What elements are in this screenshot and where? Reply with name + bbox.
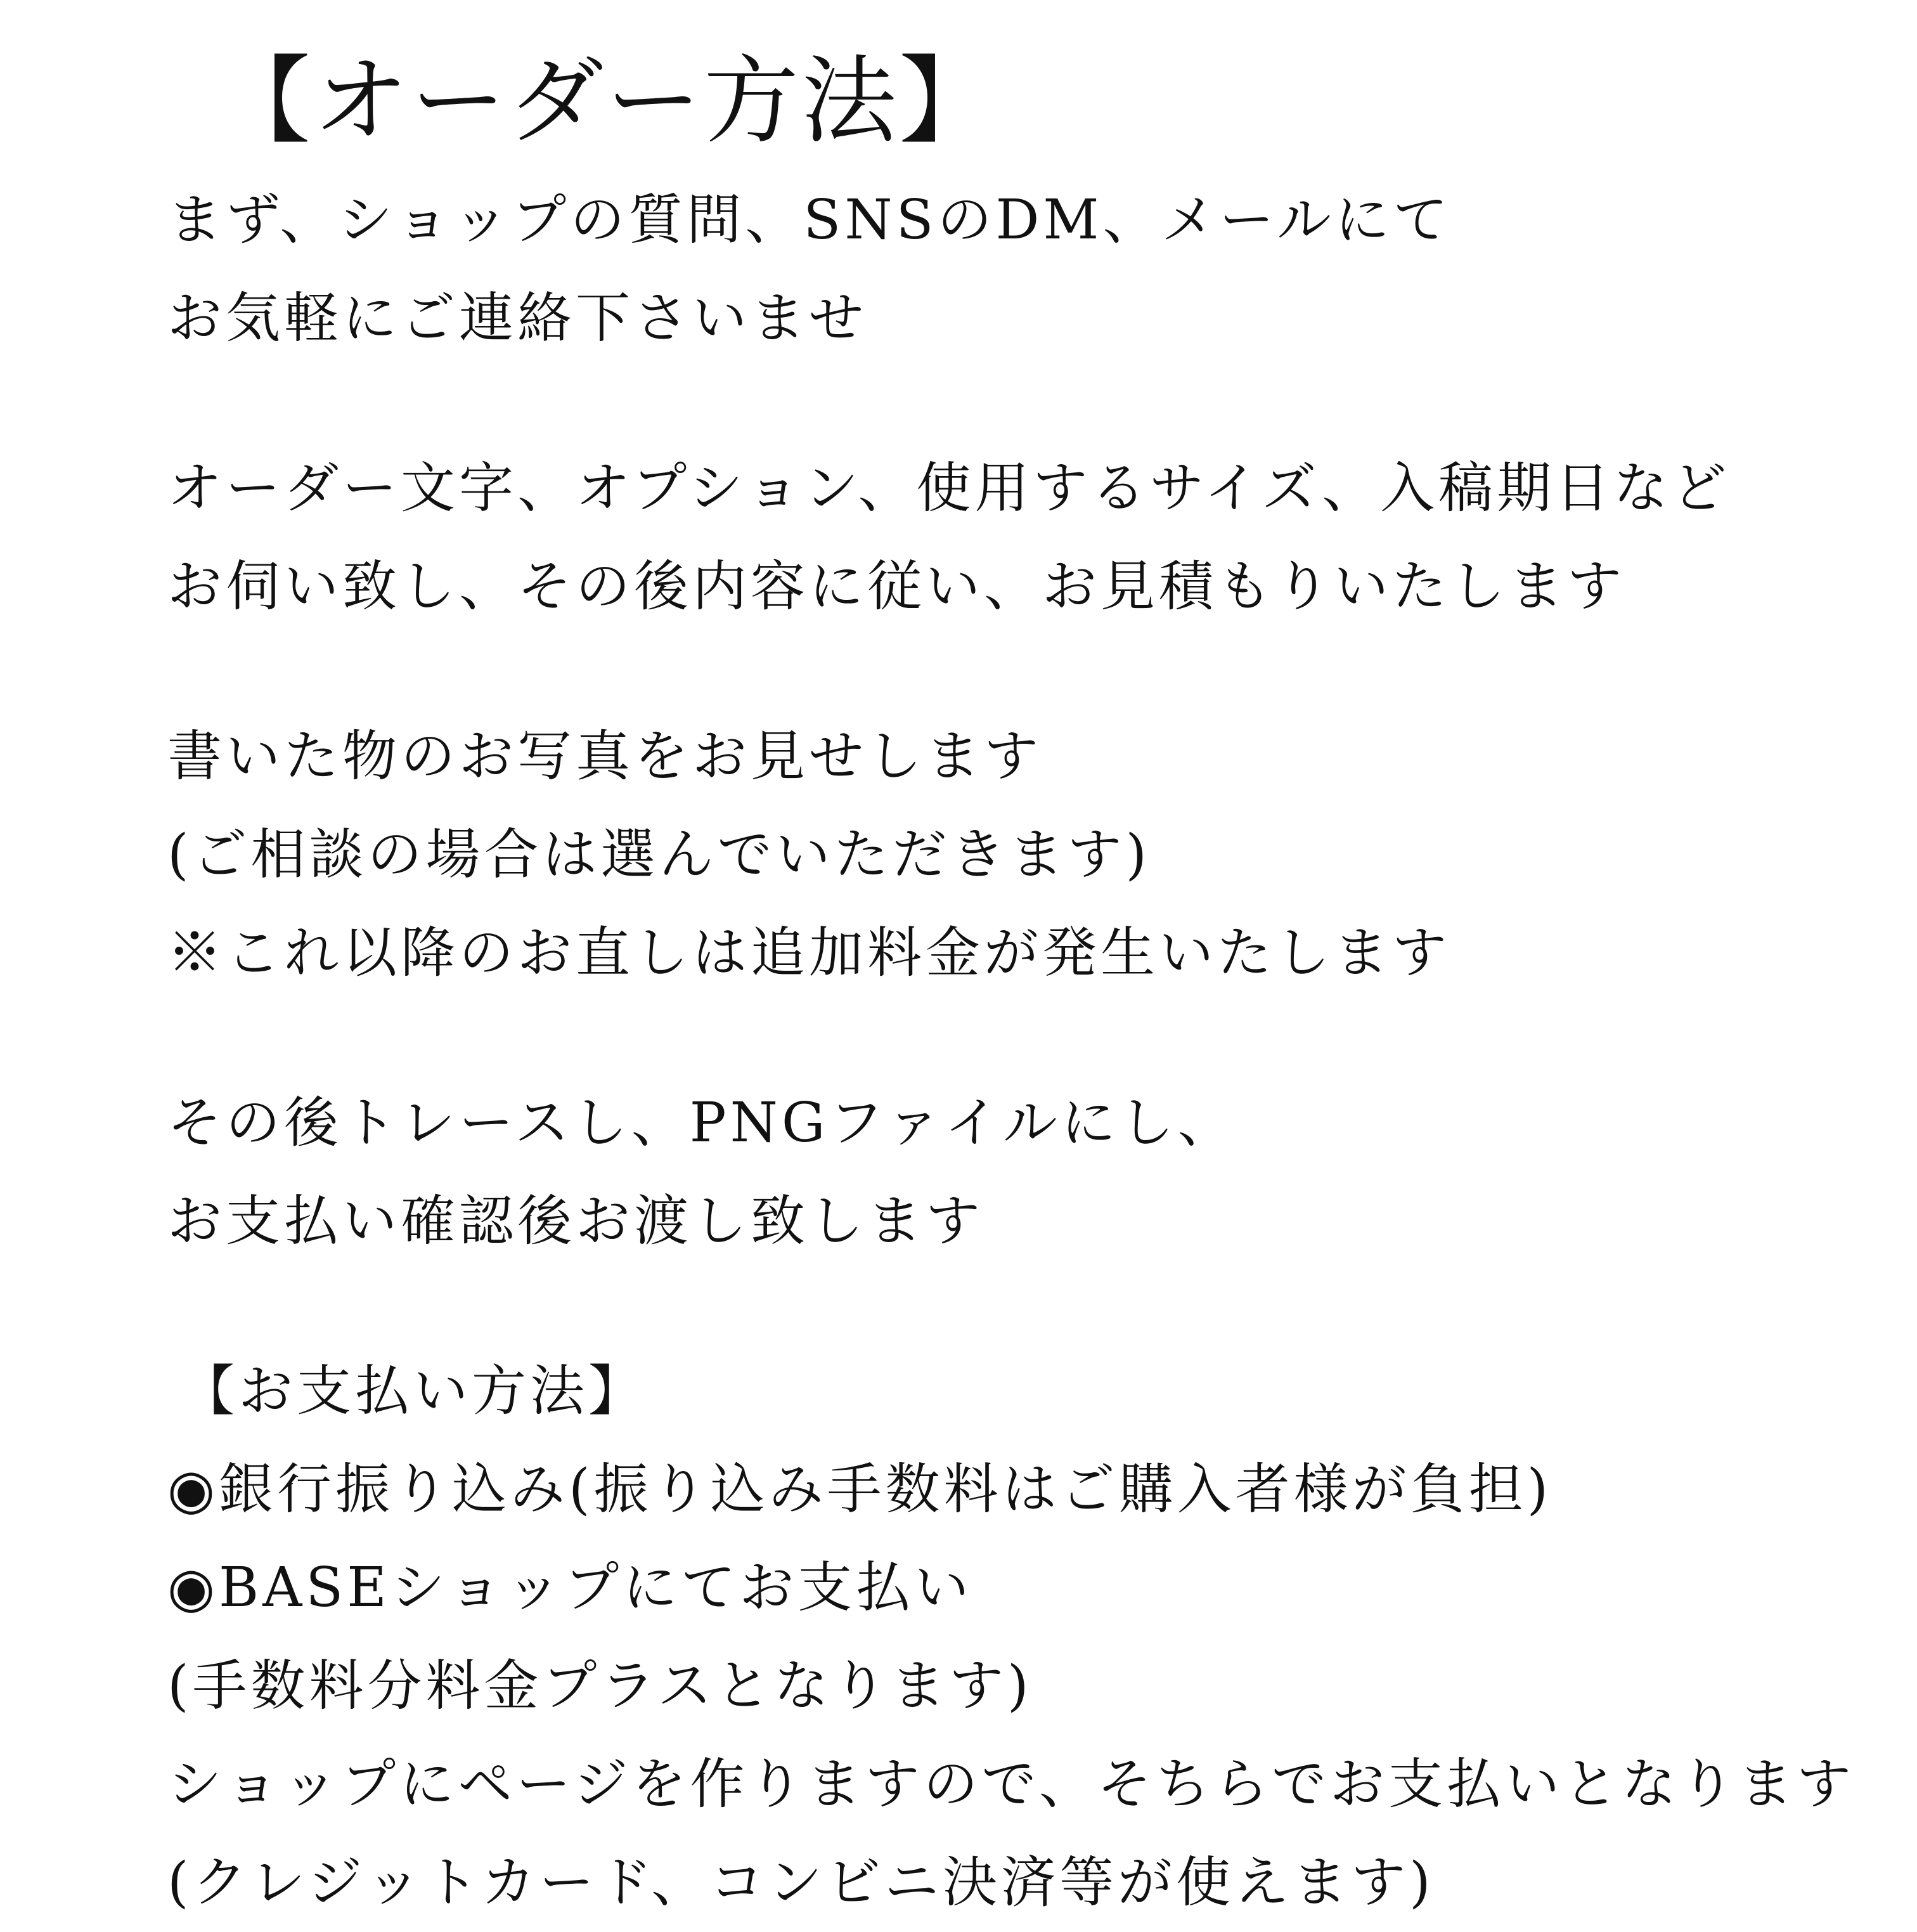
payment-line-bank-transfer: ◉銀行振り込み(振り込み手数料はご購入者様が負担) <box>167 1458 1552 1521</box>
estimate-paragraph <box>167 439 1892 636</box>
payment-line-shop-page: ショップにページを作りますので、そちらでお支払いとなります <box>167 1753 1855 1816</box>
paragraph-spacer <box>167 368 1892 439</box>
instructions-body <box>167 171 1892 1932</box>
payment-section <box>167 1342 1892 1932</box>
text-line: その後トレースし、PNGファイルにし、 <box>167 1091 1236 1155</box>
text-line: オーダー文字、オプション、使用するサイズ、入稿期日など <box>167 457 1731 520</box>
text-line: お気軽にご連絡下さいませ <box>167 287 867 350</box>
paragraph-spacer <box>167 1002 1892 1074</box>
text-line: お伺い致し、その後内容に従い、お見積もりいたします <box>167 555 1625 618</box>
page-title: 【オーダー方法】 <box>216 46 997 157</box>
text-line: 書いた物のお写真をお見せします <box>167 725 1042 788</box>
photo-paragraph <box>167 708 1892 1002</box>
payment-line-fee-note: (手数料分料金プラスとなります) <box>167 1654 1033 1718</box>
contact-paragraph <box>167 171 1892 368</box>
text-line: お支払い確認後お渡し致します <box>167 1190 984 1253</box>
paragraph-spacer <box>167 1271 1892 1342</box>
payment-line-base-shop: ◉BASEショップにてお支払い <box>167 1556 973 1619</box>
delivery-paragraph <box>167 1074 1892 1271</box>
paragraph-spacer <box>167 636 1892 708</box>
payment-heading: 【お支払い方法】 <box>180 1359 647 1423</box>
text-line: まず、ショップの質問、SNSのDM、メールにて <box>167 188 1452 252</box>
text-line: ※これ以降のお直しは追加料金が発生いたします <box>167 921 1450 985</box>
payment-line-card-note: (クレジットカード、コンビニ決済等が使えます) <box>167 1851 1435 1914</box>
text-line: (ご相談の場合は選んでいただきます) <box>167 823 1151 886</box>
